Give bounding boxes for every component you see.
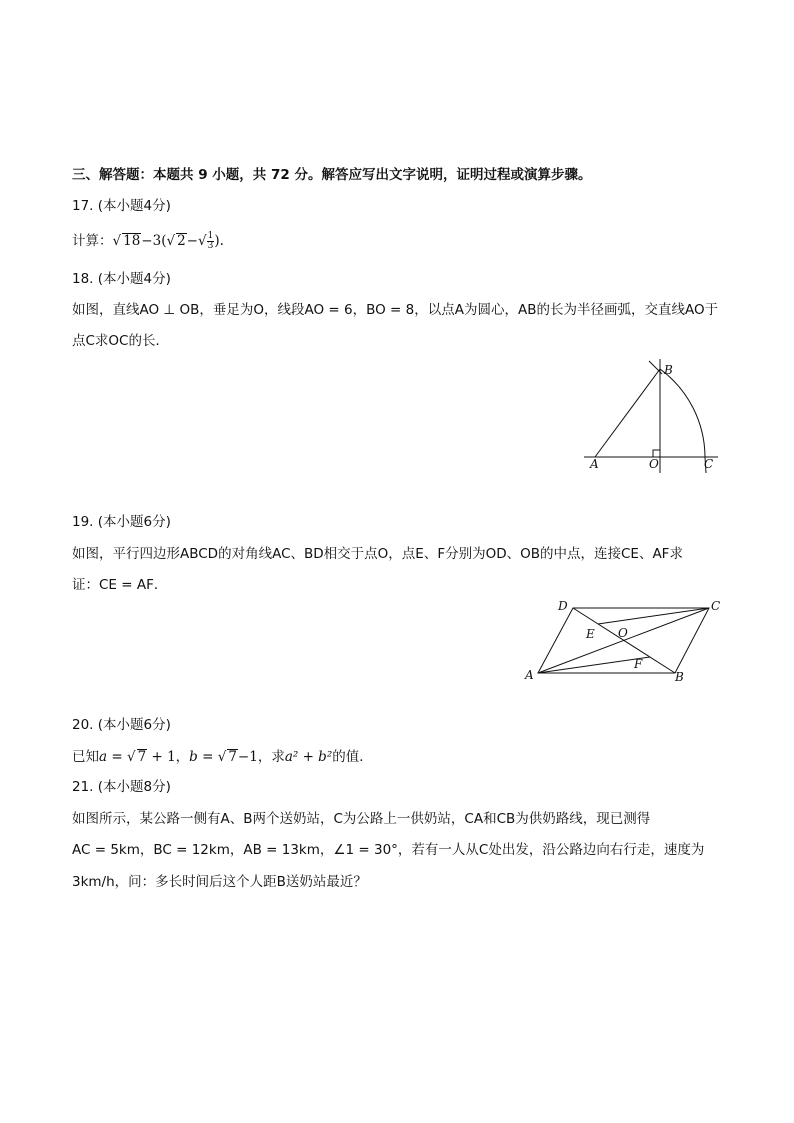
problem-19-text-line2: 证：CE = AF． (72, 577, 168, 593)
label-C: C (704, 457, 714, 471)
p20-tail: 的值． (332, 749, 373, 765)
p20-prefix: 已知 (72, 749, 99, 765)
problem-19-text-line1: 如图，平行四边形ABCD的对角线AC、BD相交于点O，点E、F分别为OD、OB的中点，连接CE、AF求 (72, 546, 683, 562)
label-B: B (664, 363, 673, 377)
problem-19-label: 19. (本小题6分) (72, 514, 171, 530)
p20-expr: a² + b² (284, 749, 333, 765)
label-E: E (586, 627, 595, 641)
problem-20-statement (72, 748, 373, 766)
expr-close: ). (214, 233, 224, 249)
p20-plus1: + 1， (147, 749, 190, 765)
problem-21-label: 21. (本小题8分) (72, 779, 171, 795)
problem-21-text-line1: 如图所示，某公路一侧有A、B两个送奶站，C为公路上一供奶站，CA和CB为供奶路线，现已测得 (72, 811, 651, 827)
section-header: 三、解答题：本题共 9 小题，共 72 分。解答应写出文字说明，证明过程或演算步骤。 (72, 167, 592, 183)
problem-18-label: 18. (本小题4分) (72, 271, 171, 287)
label-O: O (649, 457, 659, 471)
problem-17-label: 17. (本小题4分) (72, 198, 171, 214)
p20-var-a: a (99, 749, 108, 765)
p20-minus1: −1，求 (237, 749, 285, 765)
label-C: C (711, 599, 721, 613)
problem-19-figure (520, 594, 725, 689)
expr-minus: − (186, 233, 198, 249)
problem-18-figure (576, 355, 726, 475)
problem-21-text-line2: AC = 5km，BC = 12km，AB = 13km，∠1 = 30°，若有一人从C处出发，沿公路边向右行走，速度为 (72, 842, 705, 858)
p20-eq2: = (197, 749, 218, 765)
problem-17-statement (72, 232, 224, 251)
problem-18-text-line2: 点C求OC的长． (72, 333, 169, 349)
p20-eq1: = (107, 749, 127, 765)
label-F: F (634, 657, 643, 671)
problem-17-prefix: 计算： (72, 233, 113, 249)
p20-radical-7b: √ 7 (217, 749, 237, 765)
label-A: A (590, 457, 599, 471)
radical-frac: √ $\frac{1}{3}$ (197, 231, 214, 251)
radical-18: √ 18 (112, 233, 141, 249)
segment-AB (595, 369, 660, 457)
right-angle-mark (653, 450, 660, 457)
label-A: A (525, 668, 534, 682)
label-D: D (558, 599, 568, 613)
problem-20-label: 20. (本小题6分) (72, 717, 171, 733)
segment-CE (598, 608, 709, 624)
radical-2: √ 2 (166, 233, 186, 249)
p20-var-b: b (189, 749, 198, 765)
label-O: O (618, 626, 628, 640)
expr-minus3: −3( (141, 233, 167, 249)
label-B: B (675, 670, 684, 684)
problem-21-text-line3: 3km/h，问：多长时间后这个人距B送奶站最近？ (72, 874, 367, 890)
p20-radical-7a: √ 7 (126, 749, 147, 765)
problem-18-text-line1: 如图，直线AO ⊥ OB，垂足为O，线段AO = 6，BO = 8，以点A为圆心，AB的长为半径画弧，交直线AO于 (72, 302, 719, 318)
